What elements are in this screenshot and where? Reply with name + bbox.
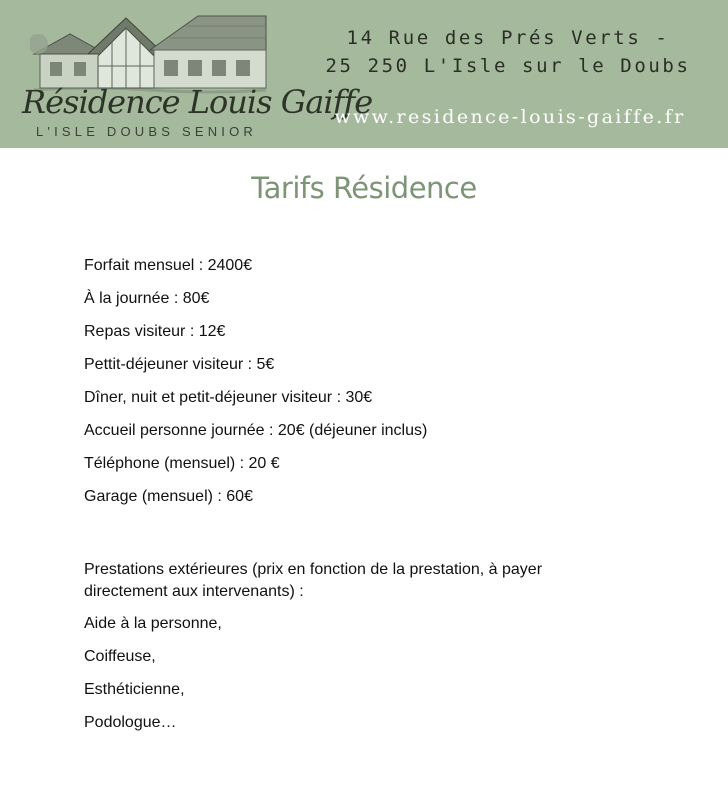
service-item-hairdresser: Coiffeuse, bbox=[84, 648, 156, 665]
service-item-personal-aid: Aide à la personne, bbox=[84, 615, 222, 632]
site-header bbox=[0, 0, 728, 148]
external-services-intro: Prestations extérieures (prix en fonction de la prestation, à payer directement aux intervenants) : bbox=[84, 561, 543, 600]
tariff-item-day-care: Accueil personne journée : 20€ (déjeuner inclus) bbox=[84, 422, 428, 439]
service-item-podiatrist: Podologue… bbox=[84, 714, 177, 731]
tariff-item-monthly-package: Forfait mensuel : 2400€ bbox=[84, 257, 253, 274]
tariff-list bbox=[84, 254, 644, 518]
logo-wordmark: Résidence Louis Gaiffe bbox=[22, 83, 373, 121]
tariff-item-telephone: Téléphone (mensuel) : 20 € bbox=[84, 455, 280, 472]
page-title: Tarifs Résidence bbox=[251, 171, 477, 205]
address-line-street: 14 Rue des Prés Verts - bbox=[346, 27, 670, 49]
address-line-city: 25 250 L'Isle sur le Doubs bbox=[325, 55, 691, 77]
website-url[interactable]: www.residence-louis-gaiffe.fr bbox=[334, 106, 686, 128]
tariff-item-daily: À la journée : 80€ bbox=[84, 290, 210, 307]
external-services-list bbox=[84, 612, 644, 744]
service-item-beautician: Esthéticienne, bbox=[84, 681, 185, 698]
postal-address bbox=[318, 24, 698, 80]
tariff-item-visitor-meal: Repas visiteur : 12€ bbox=[84, 323, 226, 340]
tariff-item-visitor-breakfast: Pettit-déjeuner visiteur : 5€ bbox=[84, 356, 275, 373]
tariff-item-visitor-dinner-night-breakfast: Dîner, nuit et petit-déjeuner visiteur : 30€ bbox=[84, 389, 373, 406]
logo-tagline: L'ISLE DOUBS SENIOR bbox=[36, 124, 257, 139]
tariff-item-garage: Garage (mensuel) : 60€ bbox=[84, 488, 253, 505]
tariffs-content bbox=[84, 254, 644, 744]
